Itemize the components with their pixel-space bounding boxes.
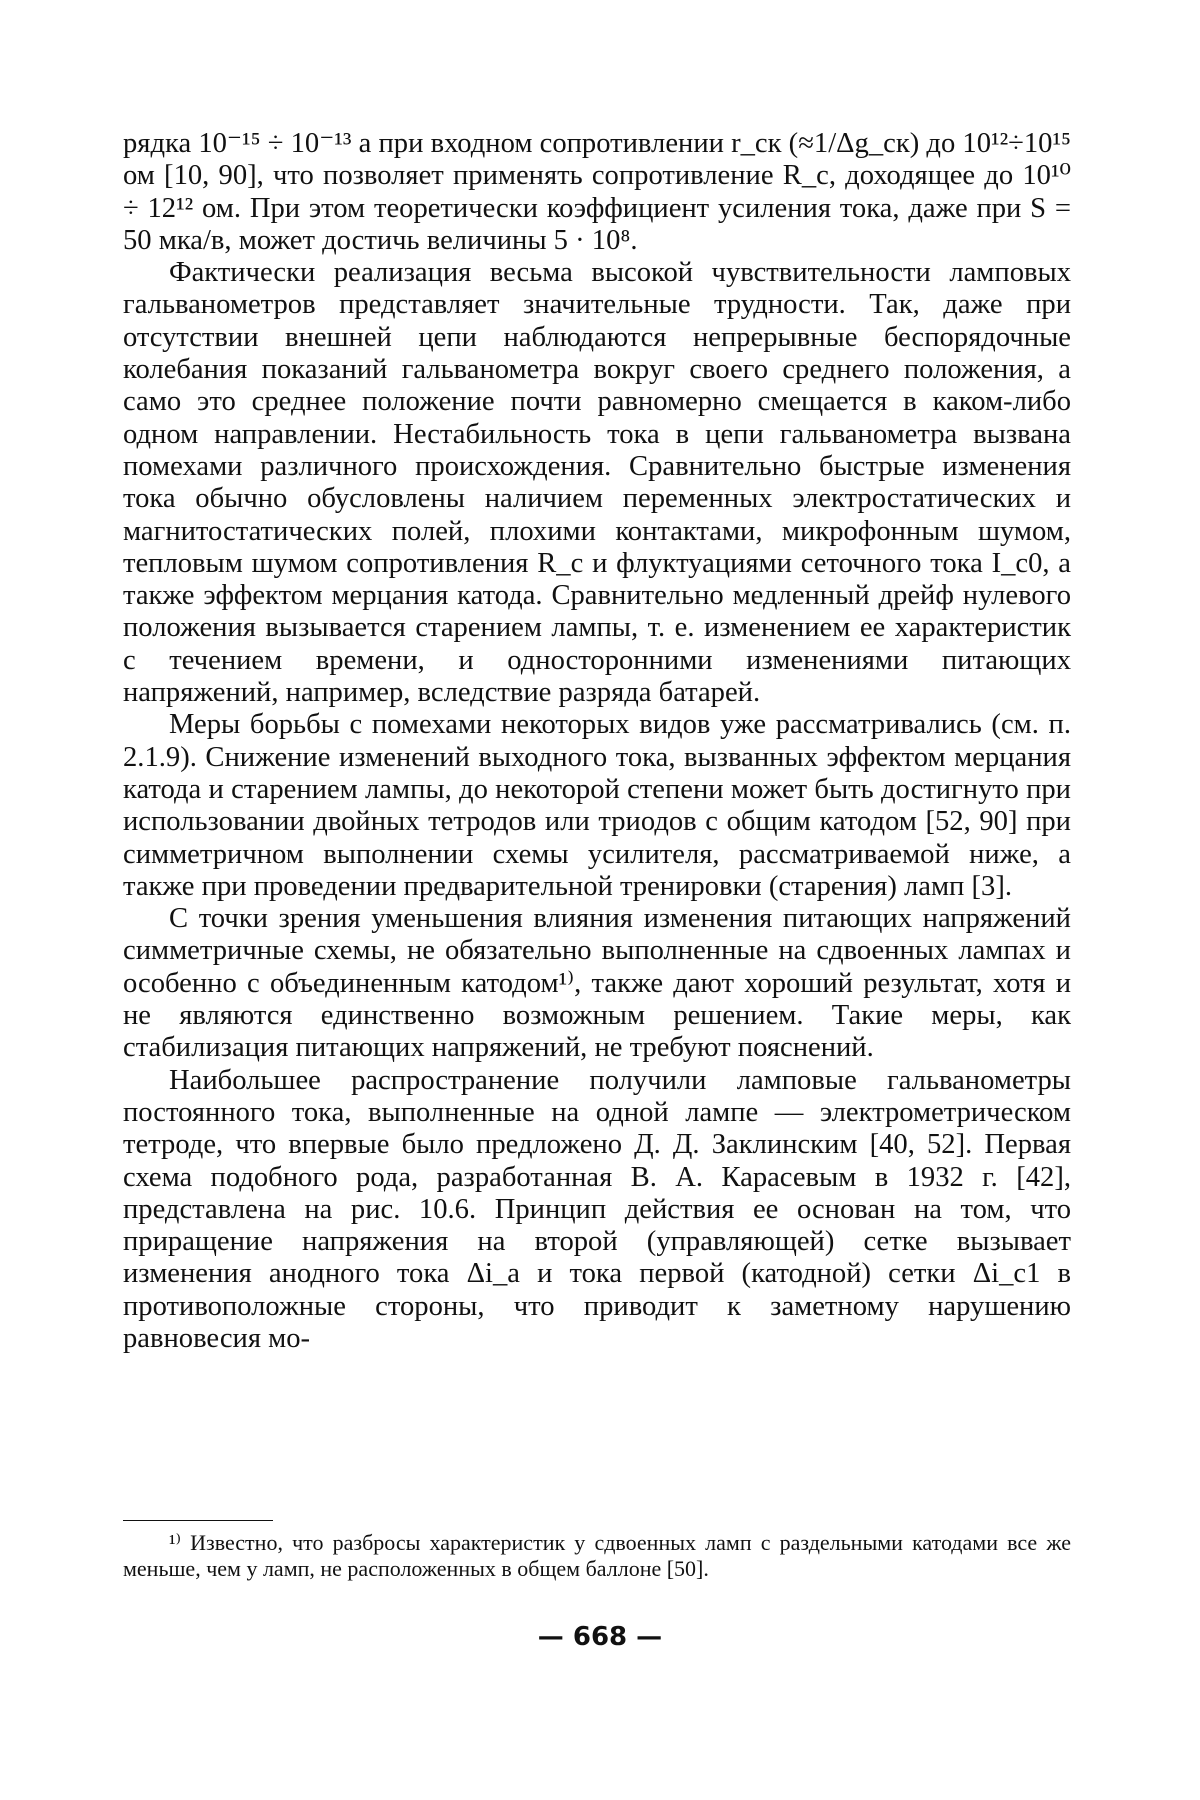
paragraph-2: Фактически реализация весьма высокой чувствительности ламповых гальванометров представляет значительные трудности. Так, даже при отсутствии внешней цепи наблюдаются непрерывные беспорядочные колебания показаний гальванометра вокруг своего среднего положения, а само это среднее положение почти равномерно смещается в каком-либо одном направлении. Нестабильность тока в цепи гальванометра вызвана помехами различного происхождения. Сравнительно быстрые изменения тока обычно обусловлены наличием переменных электростатических и магнитостатических полей, плохими контактами, микрофонным шумом, тепловым шумом сопротивления R_с и флуктуациями сеточного тока I_с0, а также эффектом мерцания катода. Сравнительно медленный дрейф нулевого положения вызывается старением лампы, т. е. изменением ее характеристик с течением времени, и односторонними изменениями питающих напряжений, например, вследствие разряда батарей. [123,257,1071,709]
page-number: — 668 — [537,1622,663,1652]
paragraph-3: Меры борьбы с помехами некоторых видов уже рассматривались (см. п. 2.1.9). Снижение изменений выходного тока, вызванных эффектом мерцания катода и старением лампы, до некоторой степени может быть достигнуто при использовании двойных тетродов или триодов с общим катодом [52, 90] при симметричном выполнении схемы усилителя, рассматриваемой ниже, а также при проведении предварительной тренировки (старения) ламп [3]. [123,709,1071,902]
page-body [123,128,1071,1355]
paragraph-5: Наибольшее распространение получили ламповые гальванометры постоянного тока, выполненные на одной лампе — электрометрическом тетроде, что впервые было предложено Д. Д. Заклинским [40, 52]. Первая схема подобного рода, разработанная В. А. Карасевым в 1932 г. [42], представлена на рис. 10.6. Принцип действия ее основан на том, что приращение напряжения на второй (управляющей) сетке вызывает изменения анодного тока Δi_а и тока первой (катодной) сетки Δi_с1 в противоположные стороны, что приводит к заметному нарушению равновесия мо- [123,1064,1071,1354]
footnote-divider [123,1520,273,1521]
paragraph-1: рядка 10⁻¹⁵ ÷ 10⁻¹³ а при входном сопротивлении r_ск (≈1/Δg_ск) до 10¹²÷10¹⁵ ом [10, 90], что позволяет применять сопротивление R_с, доходящее до 10¹⁰ ÷ 12¹² ом. При этом теоретически коэффициент усиления тока, даже при S = 50 мка/в, может достичь величины 5 · 10⁸. [123,128,1071,256]
footnote: ¹⁾ Известно, что разбросы характеристик у сдвоенных ламп с раздельными катодами все же меньше, чем у ламп, не расположенных в общем баллоне [50]. [123,1530,1071,1581]
paragraph-4: С точки зрения уменьшения влияния изменения питающих напряжений симметричные схемы, не обязательно выполненные на сдвоенных лампах и особенно с объединенным катодом¹⁾, также дают хороший результат, хотя и не являются единственно возможным решением. Такие меры, как стабилизация питающих напряжений, не требуют пояснений. [123,903,1071,1064]
